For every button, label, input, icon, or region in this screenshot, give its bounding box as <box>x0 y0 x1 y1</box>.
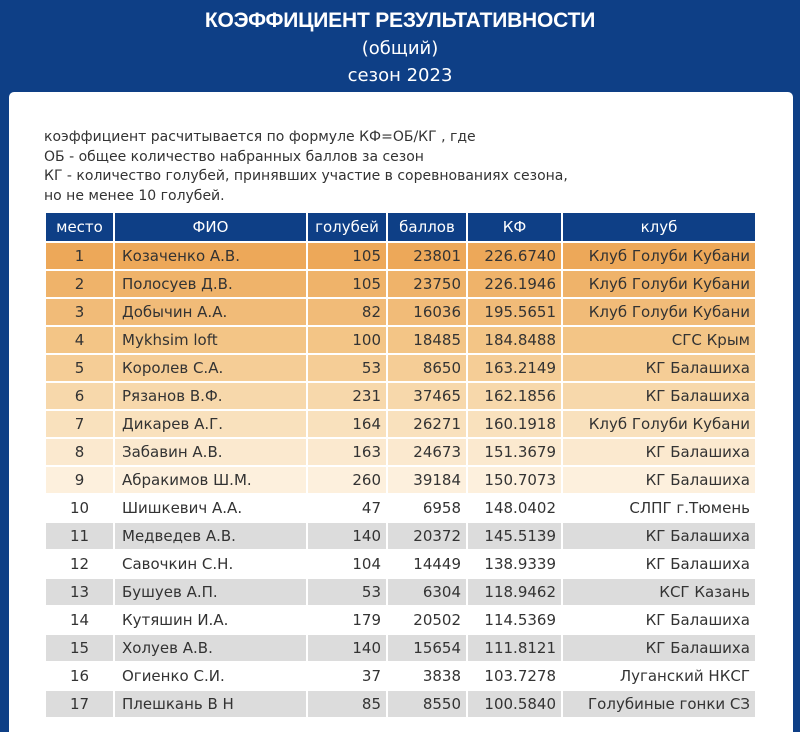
results-table <box>44 213 757 719</box>
name-cell: Бушуев А.П. <box>114 578 307 606</box>
club-cell: Луганский НКСГ <box>562 662 756 690</box>
club-cell: Клуб Голуби Кубани <box>562 410 756 438</box>
table-row <box>45 494 756 522</box>
place-cell: 3 <box>45 298 114 326</box>
points-cell: 23801 <box>387 242 467 270</box>
club-cell: Голубиные гонки СЗ <box>562 690 756 718</box>
birds-cell: 105 <box>307 270 387 298</box>
place-cell: 8 <box>45 438 114 466</box>
coef-cell: 226.1946 <box>467 270 562 298</box>
table-row <box>45 298 756 326</box>
table-row <box>45 550 756 578</box>
column-header-coef: КФ <box>467 213 562 242</box>
points-cell: 8650 <box>387 354 467 382</box>
place-cell: 1 <box>45 242 114 270</box>
birds-cell: 163 <box>307 438 387 466</box>
table-row <box>45 578 756 606</box>
name-cell: Кутяшин И.А. <box>114 606 307 634</box>
note-line: коэффициент расчитывается по формуле КФ=ОБ/КГ , где <box>44 129 476 145</box>
birds-cell: 100 <box>307 326 387 354</box>
table-row <box>45 438 756 466</box>
club-cell: КГ Балашиха <box>562 354 756 382</box>
note-line: КГ - количество голубей, принявших участие в соревнованиях сезона, <box>44 168 568 184</box>
name-cell: Медведев А.В. <box>114 522 307 550</box>
club-cell: Клуб Голуби Кубани <box>562 242 756 270</box>
column-header-points: баллов <box>387 213 467 242</box>
coef-cell: 118.9462 <box>467 578 562 606</box>
club-cell: Клуб Голуби Кубани <box>562 298 756 326</box>
coef-cell: 145.5139 <box>467 522 562 550</box>
coef-cell: 114.5369 <box>467 606 562 634</box>
points-cell: 14449 <box>387 550 467 578</box>
points-cell: 18485 <box>387 326 467 354</box>
points-cell: 37465 <box>387 382 467 410</box>
points-cell: 3838 <box>387 662 467 690</box>
birds-cell: 105 <box>307 242 387 270</box>
birds-cell: 53 <box>307 578 387 606</box>
birds-cell: 140 <box>307 522 387 550</box>
formula-notes <box>44 128 568 206</box>
birds-cell: 104 <box>307 550 387 578</box>
coef-cell: 111.8121 <box>467 634 562 662</box>
coef-cell: 138.9339 <box>467 550 562 578</box>
place-cell: 15 <box>45 634 114 662</box>
name-cell: Козаченко А.В. <box>114 242 307 270</box>
column-header-club: клуб <box>562 213 756 242</box>
name-cell: Плешкань В Н <box>114 690 307 718</box>
name-cell: Савочкин С.Н. <box>114 550 307 578</box>
place-cell: 16 <box>45 662 114 690</box>
club-cell: КСГ Казань <box>562 578 756 606</box>
table-row <box>45 326 756 354</box>
name-cell: Полосуев Д.В. <box>114 270 307 298</box>
club-cell: КГ Балашиха <box>562 634 756 662</box>
page-header <box>0 0 800 92</box>
coef-cell: 162.1856 <box>467 382 562 410</box>
birds-cell: 82 <box>307 298 387 326</box>
table-row <box>45 662 756 690</box>
place-cell: 5 <box>45 354 114 382</box>
season-label: сезон 2023 <box>347 65 453 86</box>
table-header-row <box>45 213 756 242</box>
name-cell: Королев С.А. <box>114 354 307 382</box>
page-title: КОЭФФИЦИЕНТ РЕЗУЛЬТАТИВНОСТИ <box>204 9 596 32</box>
column-header-birds: голубей <box>307 213 387 242</box>
place-cell: 2 <box>45 270 114 298</box>
table-row <box>45 354 756 382</box>
club-cell: Клуб Голуби Кубани <box>562 270 756 298</box>
place-cell: 4 <box>45 326 114 354</box>
points-cell: 24673 <box>387 438 467 466</box>
birds-cell: 47 <box>307 494 387 522</box>
name-cell: Забавин А.В. <box>114 438 307 466</box>
name-cell: Шишкевич А.А. <box>114 494 307 522</box>
coef-cell: 195.5651 <box>467 298 562 326</box>
coef-cell: 151.3679 <box>467 438 562 466</box>
coef-cell: 160.1918 <box>467 410 562 438</box>
points-cell: 23750 <box>387 270 467 298</box>
place-cell: 14 <box>45 606 114 634</box>
points-cell: 8550 <box>387 690 467 718</box>
results-body <box>45 242 756 718</box>
club-cell: КГ Балашиха <box>562 382 756 410</box>
page-subtitle: (общий) <box>361 38 439 59</box>
coef-cell: 163.2149 <box>467 354 562 382</box>
coef-cell: 150.7073 <box>467 466 562 494</box>
coef-cell: 103.7278 <box>467 662 562 690</box>
table-row <box>45 270 756 298</box>
place-cell: 6 <box>45 382 114 410</box>
table-row <box>45 242 756 270</box>
points-cell: 20372 <box>387 522 467 550</box>
table-row <box>45 634 756 662</box>
club-cell: КГ Балашиха <box>562 606 756 634</box>
club-cell: КГ Балашиха <box>562 550 756 578</box>
place-cell: 7 <box>45 410 114 438</box>
place-cell: 11 <box>45 522 114 550</box>
coef-cell: 226.6740 <box>467 242 562 270</box>
name-cell: Рязанов В.Ф. <box>114 382 307 410</box>
club-cell: КГ Балашиха <box>562 438 756 466</box>
birds-cell: 85 <box>307 690 387 718</box>
column-header-place: место <box>45 213 114 242</box>
club-cell: КГ Балашиха <box>562 522 756 550</box>
points-cell: 20502 <box>387 606 467 634</box>
birds-cell: 164 <box>307 410 387 438</box>
table-row <box>45 690 756 718</box>
birds-cell: 140 <box>307 634 387 662</box>
birds-cell: 260 <box>307 466 387 494</box>
club-cell: КГ Балашиха <box>562 466 756 494</box>
table-row <box>45 522 756 550</box>
table-row <box>45 382 756 410</box>
column-header-name: ФИО <box>114 213 307 242</box>
table-row <box>45 606 756 634</box>
name-cell: Абракимов Ш.М. <box>114 466 307 494</box>
coef-cell: 148.0402 <box>467 494 562 522</box>
place-cell: 13 <box>45 578 114 606</box>
name-cell: Добычин А.А. <box>114 298 307 326</box>
name-cell: Дикарев А.Г. <box>114 410 307 438</box>
table-row <box>45 410 756 438</box>
points-cell: 39184 <box>387 466 467 494</box>
table-row <box>45 466 756 494</box>
note-line: ОБ - общее количество набранных баллов за сезон <box>44 148 424 165</box>
name-cell: Холуев А.В. <box>114 634 307 662</box>
points-cell: 6304 <box>387 578 467 606</box>
name-cell: Огиенко С.И. <box>114 662 307 690</box>
birds-cell: 53 <box>307 354 387 382</box>
note-line: но не менее 10 голубей. <box>44 187 225 204</box>
points-cell: 6958 <box>387 494 467 522</box>
coef-cell: 100.5840 <box>467 690 562 718</box>
place-cell: 17 <box>45 690 114 718</box>
birds-cell: 37 <box>307 662 387 690</box>
place-cell: 10 <box>45 494 114 522</box>
club-cell: СЛПГ г.Тюмень <box>562 494 756 522</box>
points-cell: 15654 <box>387 634 467 662</box>
coef-cell: 184.8488 <box>467 326 562 354</box>
points-cell: 26271 <box>387 410 467 438</box>
place-cell: 12 <box>45 550 114 578</box>
points-cell: 16036 <box>387 298 467 326</box>
place-cell: 9 <box>45 466 114 494</box>
birds-cell: 231 <box>307 382 387 410</box>
birds-cell: 179 <box>307 606 387 634</box>
name-cell: Mykhsim loft <box>114 326 307 354</box>
club-cell: СГС Крым <box>562 326 756 354</box>
